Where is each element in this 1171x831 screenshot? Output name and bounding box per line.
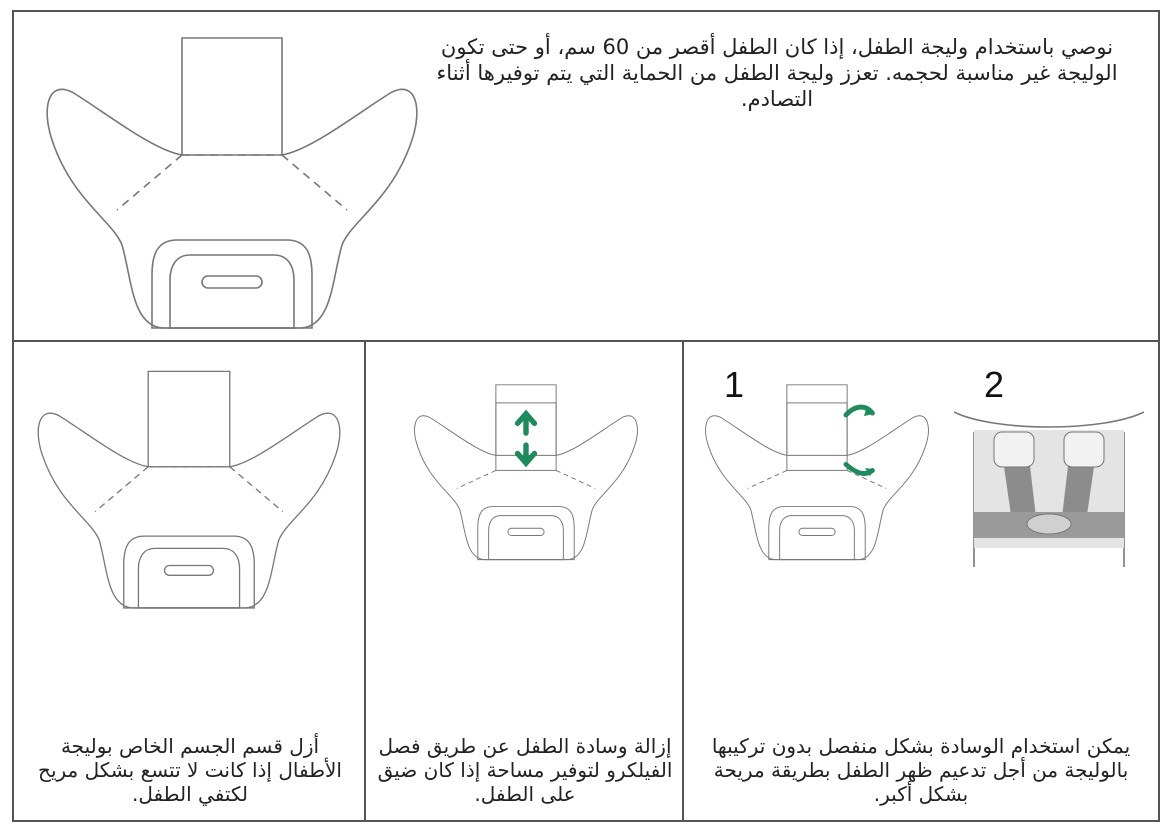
up-arrow-icon bbox=[518, 414, 535, 433]
body-section-illustration bbox=[34, 364, 344, 612]
panel-remove-pad bbox=[366, 342, 684, 820]
pad-detach-illustration bbox=[702, 380, 932, 562]
top-row bbox=[14, 12, 1158, 342]
panel-2-caption: إزالة وسادة الطفل عن طريق فصل الفيلكرو لتوفير مساحة إذا كان ضيق على الطفل. bbox=[377, 734, 673, 806]
panel-3-caption: يمكن استخدام الوسادة بشكل منفصل بدون تركيبها بالوليجة من أجل تدعيم ظهر الطفل بطريقة مريحة بشكل أكبر. bbox=[711, 734, 1131, 806]
down-arrow-icon bbox=[518, 445, 535, 463]
full-insert-illustration bbox=[42, 30, 422, 332]
bottom-row bbox=[14, 342, 1158, 820]
instruction-sheet bbox=[12, 10, 1160, 822]
harness-buckle bbox=[1027, 514, 1071, 534]
panel-1-caption: أزل قسم الجسم الخاص بوليجة الأطفال إذا كانت لا تتسع بشكل مريح لكتفي الطفل. bbox=[38, 734, 342, 806]
panel-remove-body bbox=[14, 342, 366, 820]
harness-pad-illustration bbox=[954, 402, 1144, 567]
intro-paragraph: نوصي باستخدام وليجة الطفل، إذا كان الطفل أقصر من 60 سم، أو حتى تكون الوليجة غير مناسبة لحجمه. تعزز وليجة الطفل من الحماية التي يتم توفيرها أثناء التصادم. bbox=[436, 35, 1118, 111]
step-label-2: 2 bbox=[984, 364, 1005, 405]
panel-separate-use bbox=[684, 342, 1158, 820]
step-label-1: 1 bbox=[724, 364, 745, 405]
pad-velcro-illustration bbox=[411, 380, 641, 562]
